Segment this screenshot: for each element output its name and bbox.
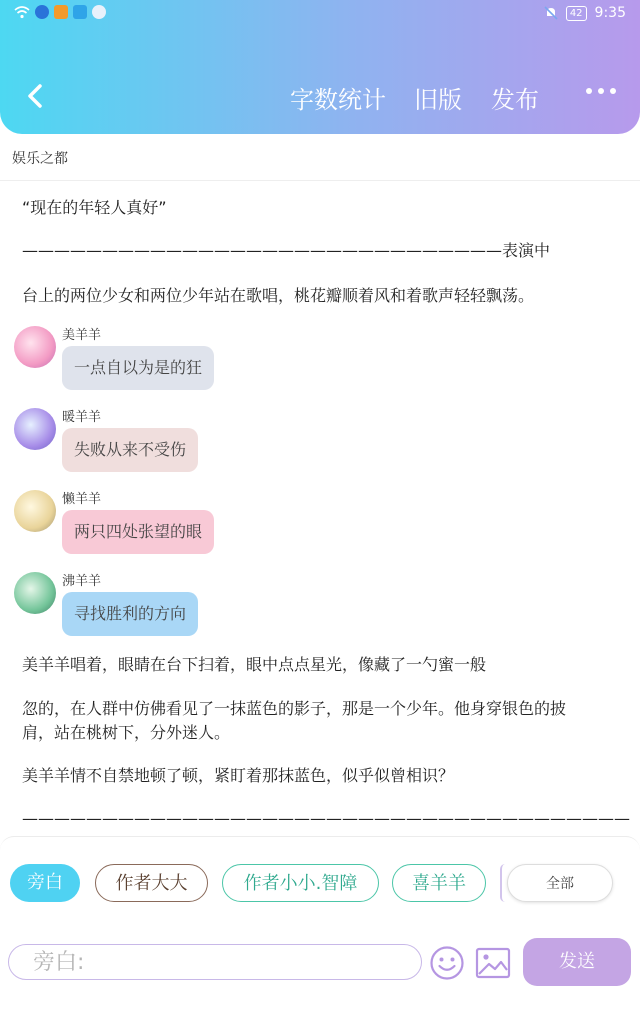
status-bar (0, 0, 640, 28)
mute-bell-icon (544, 6, 558, 20)
story-line: “现在的年轻人真好” (22, 198, 167, 217)
app-notification-icon (35, 5, 49, 19)
speaker-name: 懒羊羊 (62, 492, 102, 507)
avatar (14, 326, 56, 368)
chapter-title: 娱乐之都 (12, 151, 68, 167)
message-bubble: 寻找胜利的方向 (62, 592, 198, 636)
role-chip-partial[interactable] (500, 864, 505, 902)
role-chip-author-small[interactable]: 作者小小.智障 (222, 864, 379, 902)
message-input[interactable] (9, 945, 421, 979)
story-line: 肩，站在桃树下，分外迷人。 (22, 723, 231, 742)
role-chip-xiyangyang[interactable]: 喜羊羊 (392, 864, 486, 902)
message-bubble: 失败从来不受伤 (62, 428, 198, 472)
story-line: 美羊羊唱着，眼睛在台下扫着，眼中点点星光，像藏了一勺蜜一般 (22, 655, 487, 674)
all-roles-button[interactable]: 全部 (507, 864, 613, 902)
smiley-icon[interactable] (429, 945, 465, 981)
story-line: —————————————————————————————————————— (22, 809, 630, 828)
role-chip-author-big[interactable]: 作者大大 (95, 864, 208, 902)
speaker-name: 沸羊羊 (62, 574, 102, 589)
cloud-icon (92, 5, 106, 19)
reader-app-icon (73, 5, 87, 19)
header-bar (0, 0, 640, 134)
message-bubble: 两只四处张望的眼 (62, 510, 214, 554)
image-icon[interactable] (475, 946, 511, 980)
divider (0, 180, 640, 181)
publish-button[interactable]: 发布 (491, 86, 539, 114)
avatar (14, 490, 56, 532)
chevron-left-icon[interactable] (20, 78, 56, 114)
avatar (14, 408, 56, 450)
battery-indicator: 42 (566, 6, 587, 21)
more-dots-icon[interactable] (586, 88, 616, 94)
wifi-icon (14, 5, 30, 19)
story-line: 美羊羊情不自禁地顿了顿，紧盯着那抹蓝色，似乎似曾相识？ (22, 766, 455, 785)
status-right (544, 5, 626, 21)
video-app-icon (54, 5, 68, 19)
send-button[interactable]: 发送 (523, 938, 631, 986)
speaker-name: 暖羊羊 (62, 410, 102, 425)
status-icons (14, 5, 106, 19)
role-chip-narrator[interactable]: 旁白 (10, 864, 80, 902)
story-line: 忽的，在人群中仿佛看见了一抹蓝色的影子，那是一个少年。他身穿银色的披 (22, 699, 567, 718)
speaker-name: 美羊羊 (62, 328, 102, 343)
word-count-button[interactable]: 字数统计 (290, 86, 386, 114)
message-input-box[interactable] (8, 944, 422, 980)
avatar (14, 572, 56, 614)
old-version-button[interactable]: 旧版 (414, 86, 462, 114)
story-line: 台上的两位少女和两位少年站在歌唱，桃花瓣顺着风和着歌声轻轻飘荡。 (22, 286, 535, 305)
story-line: ——————————————————————————————表演中 (22, 241, 551, 260)
clock: 9:35 (594, 5, 626, 21)
message-bubble: 一点自以为是的狂 (62, 346, 214, 390)
